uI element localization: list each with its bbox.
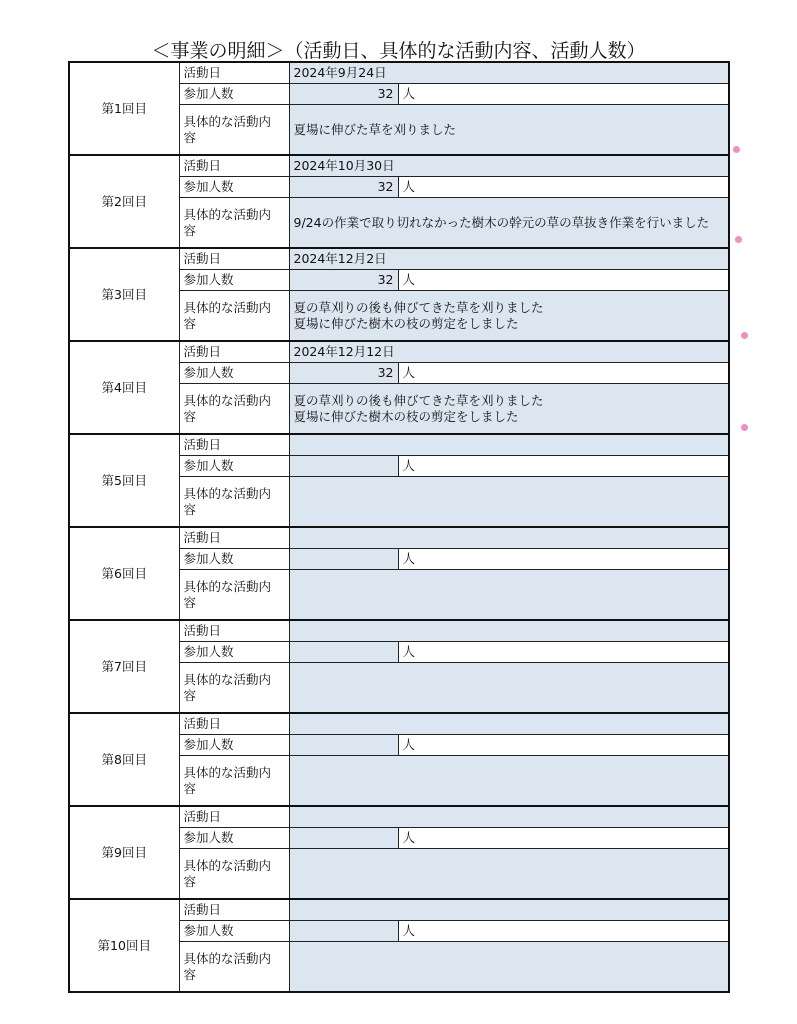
activity-content-label [179, 942, 289, 993]
marker-dot [741, 424, 748, 431]
participant-count-field[interactable] [289, 735, 398, 756]
round-label: 第1回目 [69, 62, 179, 155]
participant-count-label: 参加人数 [179, 177, 289, 198]
activity-content-line: 夏の草刈りの後も伸びてきた草を刈りました [293, 392, 544, 408]
participant-unit: 人 [398, 270, 729, 291]
activity-date-field[interactable] [289, 434, 729, 456]
round-label: 第7回目 [69, 620, 179, 713]
activity-content-field[interactable] [289, 105, 729, 156]
activity-content-field[interactable] [289, 756, 729, 807]
participant-count-label: 参加人数 [179, 84, 289, 105]
round-label: 第6回目 [69, 527, 179, 620]
activity-content-label-line: 容 [183, 594, 197, 610]
activity-content-label [179, 570, 289, 621]
participant-unit: 人 [398, 828, 729, 849]
activity-content-label-line: 容 [183, 315, 197, 331]
participant-count-field[interactable] [289, 456, 398, 477]
activity-content-label-line: 具体的な活動内 [183, 764, 272, 780]
participant-count-field[interactable]: 32 [289, 84, 398, 105]
participant-unit: 人 [398, 549, 729, 570]
activity-content-field[interactable] [289, 849, 729, 900]
activity-content-field[interactable] [289, 384, 729, 435]
activity-date-label: 活動日 [179, 806, 289, 828]
session-block [69, 713, 729, 806]
activity-date-label: 活動日 [179, 434, 289, 456]
round-label: 第10回目 [69, 899, 179, 992]
activity-content-label-line: 容 [183, 222, 197, 238]
activity-date-field[interactable]: 2024年9月24日 [289, 62, 729, 84]
activity-date-label: 活動日 [179, 527, 289, 549]
round-label: 第9回目 [69, 806, 179, 899]
participant-unit: 人 [398, 642, 729, 663]
activity-content-label [179, 477, 289, 528]
activity-content-label-line: 具体的な活動内 [183, 299, 272, 315]
activity-content-field[interactable] [289, 198, 729, 249]
activity-content-label-line: 具体的な活動内 [183, 578, 272, 594]
activity-content-line: 夏場に伸びた樹木の枝の剪定をしました [293, 408, 519, 424]
participant-count-field[interactable]: 32 [289, 270, 398, 291]
activity-date-label: 活動日 [179, 62, 289, 84]
activity-content-field[interactable] [289, 291, 729, 342]
participant-unit: 人 [398, 456, 729, 477]
participant-count-label: 参加人数 [179, 270, 289, 291]
activity-content-label [179, 849, 289, 900]
round-label: 第8回目 [69, 713, 179, 806]
participant-unit: 人 [398, 84, 729, 105]
activity-date-label: 活動日 [179, 713, 289, 735]
activity-content-label [179, 663, 289, 714]
activity-content-line: 夏場に伸びた草を刈りました [293, 121, 457, 137]
participant-count-label: 参加人数 [179, 642, 289, 663]
participant-count-label: 参加人数 [179, 549, 289, 570]
session-block [69, 527, 729, 620]
round-label: 第5回目 [69, 434, 179, 527]
session-block [69, 248, 729, 341]
session-block [69, 806, 729, 899]
activity-details-table [68, 61, 730, 993]
page-title: ＜事業の明細＞（活動日、具体的な活動内容、活動人数） [151, 40, 646, 62]
participant-count-label: 参加人数 [179, 921, 289, 942]
activity-content-label-line: 容 [183, 501, 197, 517]
activity-content-label-line: 具体的な活動内 [183, 950, 272, 966]
activity-content-field[interactable] [289, 663, 729, 714]
participant-count-field[interactable]: 32 [289, 363, 398, 384]
activity-date-label: 活動日 [179, 341, 289, 363]
activity-content-label-line: 容 [183, 687, 197, 703]
session-block [69, 434, 729, 527]
activity-content-label-line: 容 [183, 408, 197, 424]
activity-content-label-line: 具体的な活動内 [183, 392, 272, 408]
activity-content-label [179, 198, 289, 249]
participant-count-field[interactable] [289, 549, 398, 570]
activity-date-field[interactable] [289, 713, 729, 735]
activity-date-label: 活動日 [179, 899, 289, 921]
activity-content-field[interactable] [289, 477, 729, 528]
activity-content-field[interactable] [289, 570, 729, 621]
participant-count-label: 参加人数 [179, 735, 289, 756]
participant-unit: 人 [398, 921, 729, 942]
activity-date-label: 活動日 [179, 155, 289, 177]
participant-count-field[interactable]: 32 [289, 177, 398, 198]
activity-content-field[interactable] [289, 942, 729, 993]
activity-date-label: 活動日 [179, 620, 289, 642]
activity-content-label-line: 容 [183, 873, 197, 889]
session-block [69, 341, 729, 434]
activity-content-line: 9/24の作業で取り切れなかった樹木の幹元の草の草抜き作業を行いました [293, 214, 710, 230]
activity-date-field[interactable] [289, 806, 729, 828]
activity-content-label [179, 756, 289, 807]
session-block [69, 899, 729, 992]
session-block [69, 62, 729, 155]
activity-content-label [179, 291, 289, 342]
marker-dot [741, 332, 748, 339]
activity-content-label-line: 具体的な活動内 [183, 206, 272, 222]
activity-content-label-line: 容 [183, 780, 197, 796]
participant-unit: 人 [398, 177, 729, 198]
activity-content-line: 夏場に伸びた樹木の枝の剪定をしました [293, 315, 519, 331]
participant-count-label: 参加人数 [179, 828, 289, 849]
round-label: 第3回目 [69, 248, 179, 341]
participant-count-label: 参加人数 [179, 456, 289, 477]
activity-content-label-line: 容 [183, 129, 197, 145]
activity-content-label-line: 具体的な活動内 [183, 113, 272, 129]
activity-date-field[interactable]: 2024年12月12日 [289, 341, 729, 363]
participant-count-field[interactable] [289, 642, 398, 663]
activity-date-field[interactable] [289, 899, 729, 921]
round-label: 第2回目 [69, 155, 179, 248]
round-label: 第4回目 [69, 341, 179, 434]
participant-count-field[interactable] [289, 921, 398, 942]
activity-date-field[interactable] [289, 527, 729, 549]
participant-unit: 人 [398, 363, 729, 384]
marker-dot [735, 236, 742, 243]
activity-content-label [179, 384, 289, 435]
activity-date-field[interactable]: 2024年12月2日 [289, 248, 729, 270]
activity-content-label-line: 具体的な活動内 [183, 857, 272, 873]
participant-count-field[interactable] [289, 828, 398, 849]
session-block [69, 620, 729, 713]
activity-content-label-line: 具体的な活動内 [183, 671, 272, 687]
activity-content-label [179, 105, 289, 156]
participant-unit: 人 [398, 735, 729, 756]
participant-count-label: 参加人数 [179, 363, 289, 384]
activity-content-label-line: 具体的な活動内 [183, 485, 272, 501]
marker-dot [733, 146, 740, 153]
activity-date-field[interactable] [289, 620, 729, 642]
activity-date-label: 活動日 [179, 248, 289, 270]
activity-date-field[interactable]: 2024年10月30日 [289, 155, 729, 177]
activity-content-line: 夏の草刈りの後も伸びてきた草を刈りました [293, 299, 544, 315]
session-block [69, 155, 729, 248]
activity-content-label-line: 容 [183, 966, 197, 982]
